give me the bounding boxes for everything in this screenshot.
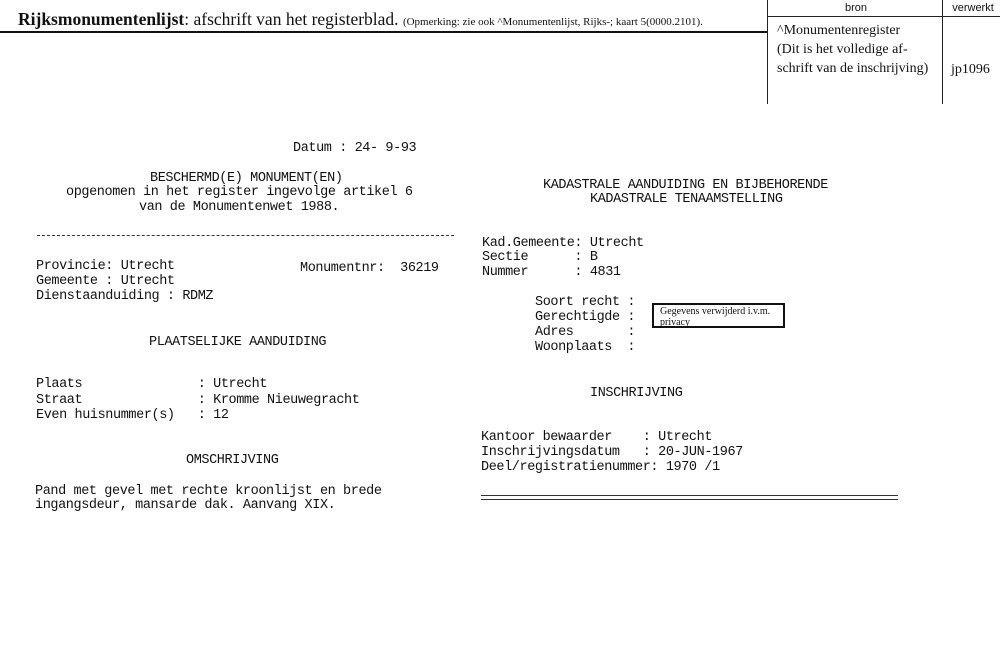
monumentnr-line: Monumentnr: 36219 xyxy=(300,261,439,276)
omschrijving-line-1: Pand met gevel met rechte kroonlijst en brede xyxy=(35,484,382,499)
col-bron-header: bron xyxy=(844,2,868,14)
inschrijving-heading: INSCHRIJVING xyxy=(590,386,683,401)
kadastraal-heading-1: KADASTRALE AANDUIDING EN BIJBEHORENDE xyxy=(543,178,828,193)
bron-line-1: ^Monumentenregister xyxy=(777,23,901,38)
datum-line: Datum : 24- 9-93 xyxy=(293,141,417,156)
gerechtigde-line: Gerechtigde : xyxy=(535,310,636,325)
inschrijvingsdatum-line: Inschrijvingsdatum : 20-JUN-1967 xyxy=(481,445,743,460)
verwerkt-value: jp1096 xyxy=(951,62,990,77)
kad-gemeente-line: Kad.Gemeente: Utrecht xyxy=(482,236,644,251)
kantoor-line: Kantoor bewaarder : Utrecht xyxy=(481,430,713,445)
omschrijving-heading: OMSCHRIJVING xyxy=(186,453,279,468)
straat-line: Straat : Kromme Nieuwegracht xyxy=(36,393,360,408)
plaats-line: Plaats : Utrecht xyxy=(36,377,268,392)
kadastraal-heading-2: KADASTRALE TENAAMSTELLING xyxy=(590,192,783,207)
plaats-heading: PLAATSELIJKE AANDUIDING xyxy=(149,335,327,350)
header-rule xyxy=(0,31,768,33)
page-title xyxy=(18,9,703,30)
woonplaats-line: Woonplaats : xyxy=(535,340,636,355)
title-bold: Rijksmonumentenlijst xyxy=(18,9,185,29)
huisnummer-line: Even huisnummer(s) : 12 xyxy=(36,408,229,423)
dienst-line: Dienstaanduiding : RDMZ xyxy=(36,289,214,304)
omschrijving-line-2: ingangsdeur, mansarde dak. Aanvang XIX. xyxy=(35,498,336,513)
nummer-line: Nummer : 4831 xyxy=(482,265,621,280)
sectie-line: Sectie : B xyxy=(482,250,598,265)
privacy-notice-box: Gegevens verwijderd i.v.m. privacy xyxy=(652,303,785,328)
right-double-rule xyxy=(481,495,898,500)
gemeente-line: Gemeente : Utrecht xyxy=(36,274,175,289)
heading-line-1: BESCHERMD(E) MONUMENT(EN) xyxy=(150,171,343,186)
bron-line-2: (Dit is het volledige af- xyxy=(777,42,908,57)
provincie-line: Provincie: Utrecht xyxy=(36,259,175,274)
table-header-rule xyxy=(767,16,1000,17)
title-rest: : afschrift van het registerblad. xyxy=(184,9,399,29)
col-verwerkt-header: verwerkt xyxy=(952,2,994,14)
soort-recht-line: Soort recht : xyxy=(535,295,636,310)
heading-line-2: opgenomen in het register ingevolge artikel 6 xyxy=(66,185,413,200)
deel-line: Deel/registratienummer: 1970 /1 xyxy=(481,460,720,475)
heading-line-3: van de Monumentenwet 1988. xyxy=(139,200,340,215)
bron-line-3: schrift van de inschrijving) xyxy=(777,61,929,76)
left-dashed-rule xyxy=(37,235,454,236)
adres-line: Adres : xyxy=(535,325,636,340)
title-note: (Opmerking: zie ook ^Monumentenlijst, Rijks-; kaart 5(0000.2101). xyxy=(402,16,703,28)
